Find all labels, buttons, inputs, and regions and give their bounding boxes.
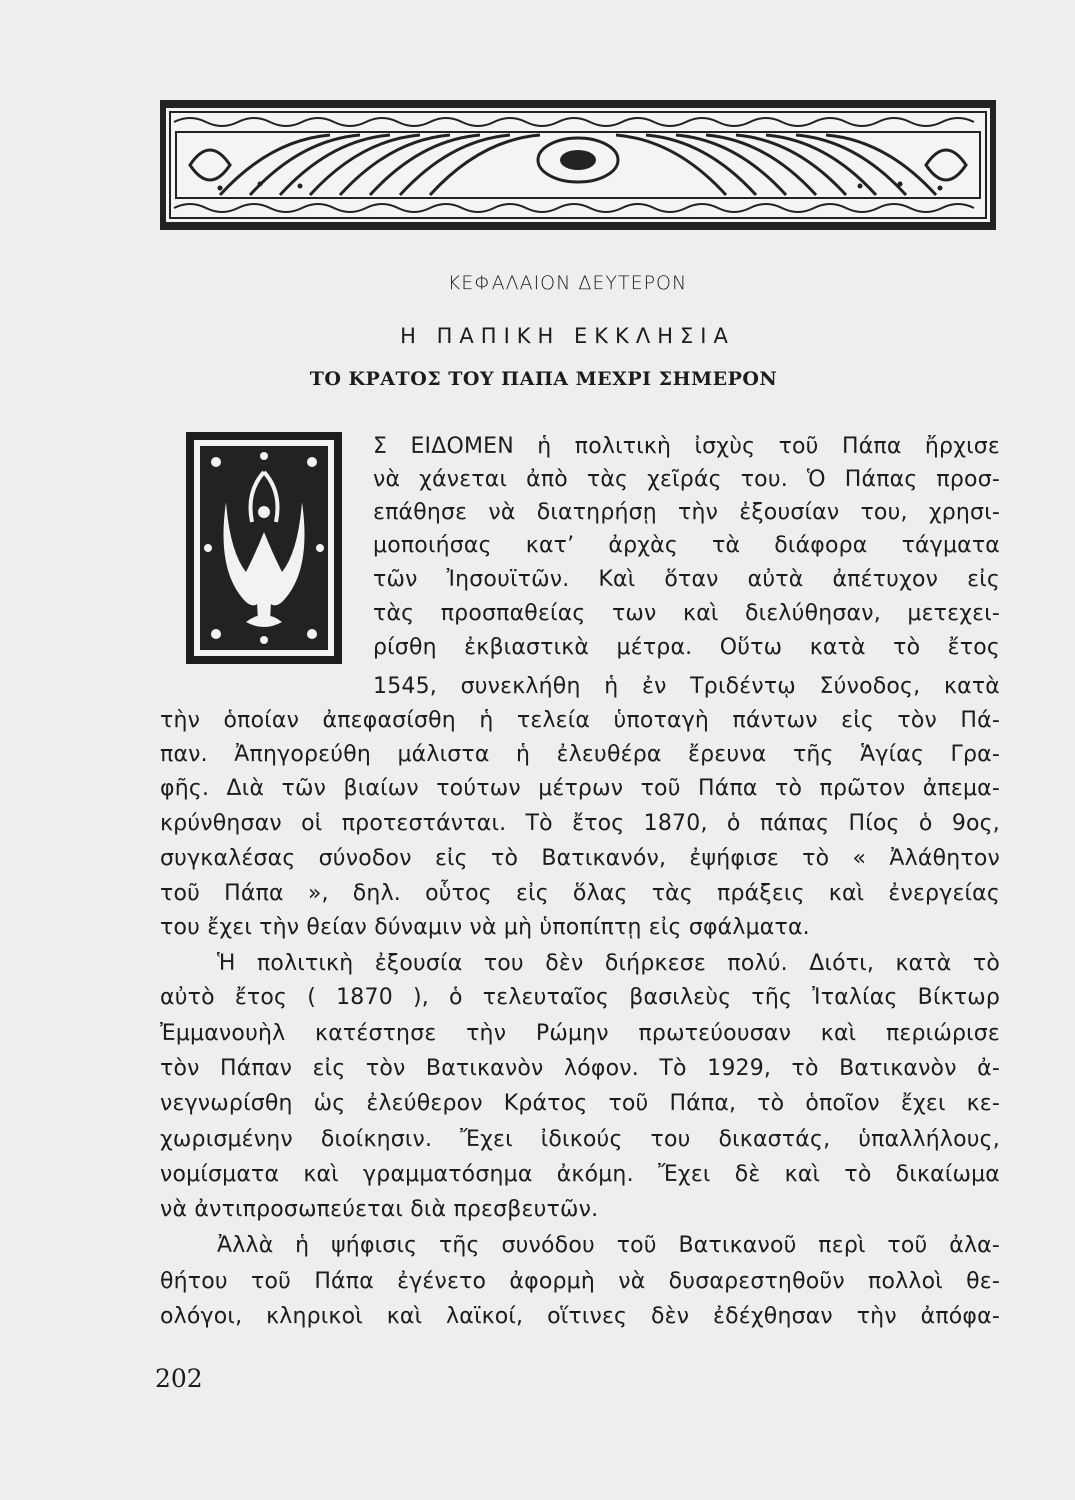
body-line: χωρισμένην διοίκησιν. Ἔχει ἰδικούς του δικαστάς, ὑπαλλήλους, — [160, 1127, 1000, 1152]
body-line: τὰς προσπαθείας των καὶ διελύθησαν, μετεχει- — [373, 601, 1000, 626]
body-line: νὰ ἀντιπροσωπεύεται διὰ πρεσβευτῶν. — [160, 1197, 599, 1222]
body-line: επάθησε νὰ διατηρήσῃ τὴν ἐξουσίαν του, χρησι- — [373, 500, 1000, 525]
body-line: ρίσθη ἐκβιαστικὰ μέτρα. Οὕτω κατὰ τὸ ἔτος — [373, 635, 1000, 660]
body-line: του ἔχει τὴν θείαν δύναμιν νὰ μὴ ὑποπίπτῃ εἰς σφάλματα. — [160, 915, 810, 940]
body-line: παν. Ἀπηγορεύθη μάλιστα ἡ ἐλευθέρα ἔρευνα τῆς Ἁγίας Γρα- — [160, 742, 1000, 767]
body-line: Ἐμμανουὴλ κατέστησε τὴν Ρώμην πρωτεύουσαν καὶ περιώρισε — [160, 1021, 1000, 1046]
body-line: Ἀλλὰ ἡ ψήφισις τῆς συνόδου τοῦ Βατικανοῦ περὶ τοῦ ἀλα- — [217, 1233, 1000, 1258]
section-title: Η ΠΑΠΙΚΗ ΕΚΚΛΗΣΙΑ — [400, 324, 735, 348]
body-line: ολόγοι, κληρικοὶ καὶ λαϊκοί, οἵτινες δὲν ἐδέχθησαν τὴν ἀπόφα- — [160, 1304, 1000, 1329]
subsection-title: ΤΟ ΚΡΑΤΟΣ ΤΟΥ ΠΑΠΑ ΜΕΧΡΙ ΣΗΜΕΡΟΝ — [309, 368, 778, 390]
body-line: συγκαλέσας σύνοδον εἰς τὸ Βατικανόν, ἐψήφισε τὸ « Ἀλάθητον — [160, 846, 1000, 871]
decorative-initial-ornament — [186, 432, 342, 664]
body-line: Ἡ πολιτικὴ ἐξουσία του δὲν διήρκεσε πολύ. Διότι, κατὰ τὸ — [217, 951, 1000, 976]
page-number: 202 — [155, 1364, 203, 1393]
body-line: θήτου τοῦ Πάπα ἐγένετο ἀφορμὴ νὰ δυσαρεστηθοῦν πολλοὶ θε- — [160, 1269, 1000, 1294]
body-line: νομίσματα καὶ γραμματόσημα ἀκόμη. Ἔχει δὲ καὶ τὸ δικαίωμα — [160, 1162, 1000, 1187]
body-line: τὸν Πάπαν εἰς τὸν Βατικανὸν λόφον. Τὸ 1929, τὸ Βατικανὸν ἀ- — [160, 1056, 1000, 1081]
body-line: 1545, συνεκλήθη ἡ ἐν Τριδέντῳ Σύνοδος, κατὰ — [373, 674, 1000, 699]
body-line: μοποιήσας κατ’ ἀρχὰς τὰ διάφορα τάγματα — [373, 533, 1000, 558]
body-line: νεγνωρίσθη ὡς ἐλεύθερον Κράτος τοῦ Πάπα, τὸ ὁποῖον ἔχει κε- — [160, 1091, 1000, 1116]
body-line: Σ ΕΙΔΟΜΕΝ ἡ πολιτικὴ ἰσχὺς τοῦ Πάπα ἤρχισε — [373, 434, 1000, 459]
body-line: κρύνθησαν οἱ προτεστάνται. Τὸ ἔτος 1870, ὁ πάπας Πίος ὁ 9ος, — [160, 811, 1000, 836]
body-line: φῆς. Διὰ τῶν βιαίων τούτων μέτρων τοῦ Πάπα τὸ πρῶτον ἀπεμα- — [160, 776, 1000, 801]
body-line: τῶν Ἰησουϊτῶν. Καὶ ὅταν αὐτὰ ἀπέτυχον εἰς — [373, 567, 1000, 592]
chapter-label: ΚΕΦΑΛΑΙΟΝ ΔΕΥΤΕΡΟΝ — [447, 272, 688, 294]
body-line: τοῦ Πάπα », δηλ. οὗτος εἰς ὅλας τὰς πράξεις καὶ ἐνεργείας — [160, 881, 1000, 906]
body-line: αὐτὸ ἔτος ( 1870 ), ὁ τελευταῖος βασιλεὺς τῆς Ἰταλίας Βίκτωρ — [160, 985, 1000, 1010]
ornamental-headpiece — [160, 100, 996, 230]
body-line: νὰ χάνεται ἀπὸ τὰς χεῖράς του. Ὁ Πάπας προσ- — [373, 467, 1000, 492]
body-line: τὴν ὁποίαν ἀπεφασίσθη ἡ τελεία ὑποταγὴ πάντων εἰς τὸν Πά- — [160, 708, 1000, 733]
